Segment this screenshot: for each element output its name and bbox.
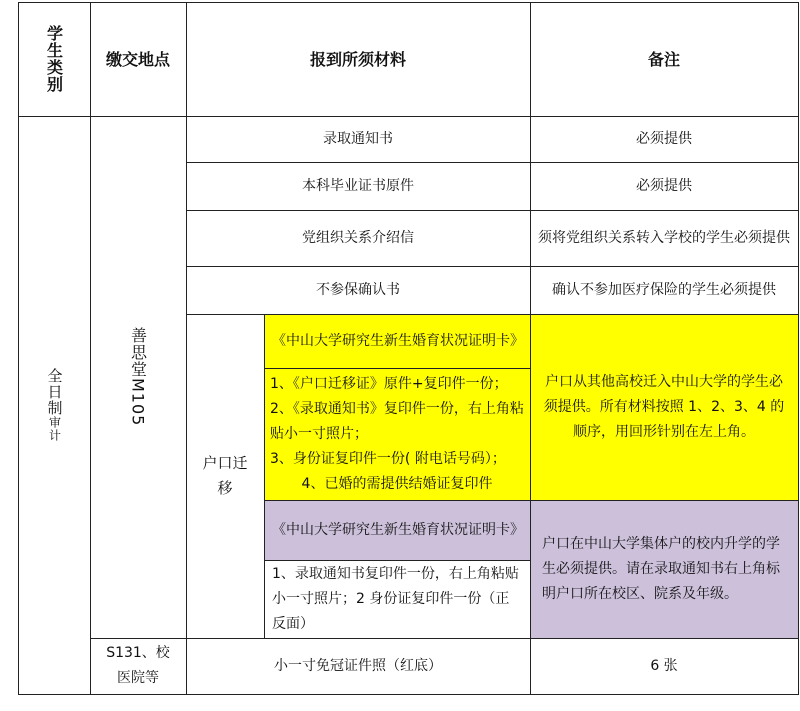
internal-note-text: 户口在中山大学集体户的校内升学的学生必须提供。请在录取通知书右上角标明户口所在校区、院系及年级。 [542, 535, 780, 602]
transfer-note [530, 314, 798, 500]
transfer-item-2: 2、《录取通知书》复印件一份，右上角粘贴小一寸照片； [270, 400, 524, 442]
note-text: 须将党组织关系转入学校的学生必须提供 [538, 229, 790, 246]
border-left [18, 2, 19, 695]
header-materials [186, 2, 530, 116]
location-other-cell [90, 638, 186, 694]
border-col-2 [186, 2, 187, 695]
header-notes-label: 备注 [647, 49, 680, 69]
header-materials-label: 报到所须材料 [309, 49, 406, 69]
transfer-certificate [264, 314, 530, 368]
internal-note [530, 500, 798, 638]
transfer-items [264, 368, 530, 500]
transfer-note-text: 户口从其他高校迁入中山大学的学生必须提供。所有材料按照 1、2、3、4 的顺序，用回形针别在左上角。 [543, 373, 785, 440]
note-text: 必须提供 [636, 130, 692, 147]
note-row-1 [530, 116, 798, 162]
header-student-type-label: 学生类别 [44, 25, 64, 93]
material-text: 本科毕业证书原件 [302, 177, 414, 194]
internal-certificate [264, 500, 530, 560]
border-row-2 [186, 210, 799, 211]
header-location [90, 2, 186, 116]
border-hukou-bottom [90, 638, 799, 639]
border-header-bottom [18, 116, 799, 117]
border-row-3 [186, 266, 799, 267]
header-notes [530, 2, 798, 116]
border-transfer-cert [264, 368, 530, 369]
photo-note: 6 张 [650, 657, 678, 674]
internal-certificate-text: 《中山大学研究生新生婚育状况证明卡》 [272, 521, 524, 538]
material-row-2 [186, 162, 530, 210]
note-row-4 [530, 266, 798, 314]
border-col-1 [90, 2, 91, 695]
border-top [18, 2, 799, 3]
note-row-2 [530, 162, 798, 210]
material-row-1 [186, 116, 530, 162]
material-text: 党组织关系介绍信 [302, 229, 414, 246]
border-right [798, 2, 799, 695]
location-main: 善思堂M105 [128, 327, 148, 427]
border-internal-cert [264, 560, 530, 561]
header-student-type [18, 2, 90, 116]
hukou-label: 户口迁移 [202, 454, 248, 497]
photo-material-cell [186, 638, 530, 694]
border-bottom [18, 694, 799, 695]
border-col-3 [530, 2, 531, 695]
photo-note-cell [530, 638, 798, 694]
location-main-cell [90, 116, 186, 638]
border-col-hukou [264, 314, 265, 638]
transfer-item-4: 4、已婚的需提供结婚证复印件 [301, 475, 493, 492]
transfer-item-1: 1、《户口迁移证》原件+复印件一份； [270, 375, 508, 392]
category-cell [18, 116, 90, 694]
material-row-3 [186, 210, 530, 266]
internal-items-text: 1、录取通知书复印件一份，右上角粘贴小一寸照片；2 身份证复印件一份（正反面） [272, 565, 519, 632]
material-text: 不参保确认书 [316, 281, 400, 298]
note-text: 确认不参加医疗保险的学生必须提供 [552, 281, 776, 298]
note-text: 必须提供 [636, 177, 692, 194]
hukou-label-cell [186, 314, 264, 638]
category-sub: 审计 [47, 416, 62, 442]
location-other: S131、校医院等 [106, 645, 170, 686]
border-row-4 [186, 314, 799, 315]
header-location-label: 缴交地点 [105, 49, 170, 69]
category-main: 全日制 [45, 368, 64, 416]
transfer-certificate-text: 《中山大学研究生新生婚育状况证明卡》 [272, 332, 524, 349]
border-transfer-bottom [264, 500, 799, 501]
border-row-1 [186, 162, 799, 163]
note-row-3 [530, 210, 798, 266]
transfer-item-3: 3、身份证复印件一份( 附电话号码）； [270, 450, 506, 467]
photo-material: 小一寸免冠证件照（红底） [274, 657, 442, 674]
internal-items [264, 560, 530, 638]
material-text: 录取通知书 [323, 130, 393, 147]
material-row-4 [186, 266, 530, 314]
